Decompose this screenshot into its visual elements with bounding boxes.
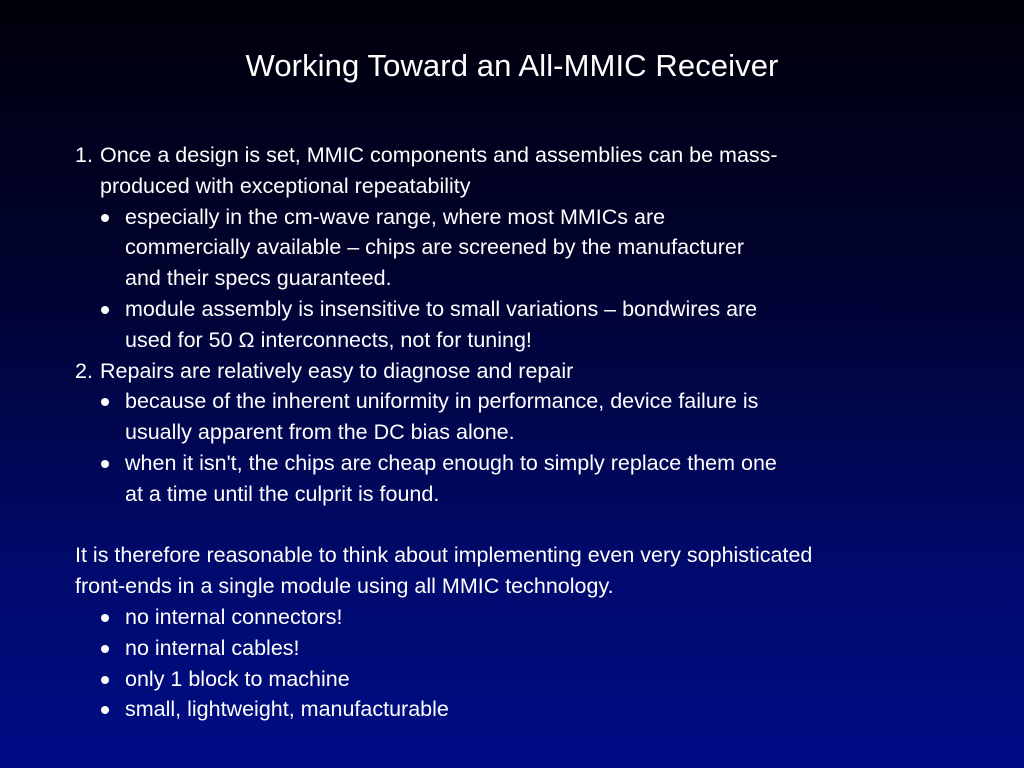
bullet-text-line: no internal connectors! bbox=[125, 604, 343, 629]
bullet-item bbox=[75, 633, 975, 664]
item-text-line: Repairs are relatively easy to diagnose and repair bbox=[100, 358, 574, 383]
item-number: 1. bbox=[75, 143, 93, 167]
bullet-text-line: only 1 block to machine bbox=[125, 666, 350, 691]
bullet-text-line: and their specs guaranteed. bbox=[125, 266, 392, 291]
bullet-icon bbox=[101, 676, 109, 684]
bullet-text-line: commercially available – chips are screened by the manufacturer bbox=[125, 235, 745, 260]
bullet-item bbox=[75, 294, 975, 356]
bullet-icon bbox=[101, 214, 109, 222]
bullet-item bbox=[75, 386, 975, 448]
item-text-line: produced with exceptional repeatability bbox=[100, 173, 471, 198]
bullet-text-line: when it isn't, the chips are cheap enough to simply replace them one bbox=[125, 450, 777, 475]
bullet-text-line: especially in the cm-wave range, where most MMICs are bbox=[125, 204, 666, 229]
bullet-icon bbox=[101, 706, 109, 714]
item-text-line: Once a design is set, MMIC components and assemblies can be mass- bbox=[100, 143, 778, 167]
bullet-text-line: used for 50 Ω interconnects, not for tuning! bbox=[125, 327, 532, 352]
bullet-text-line: because of the inherent uniformity in performance, device failure is bbox=[125, 389, 759, 414]
bullet-icon bbox=[101, 398, 109, 406]
slide-title: Working Toward an All-MMIC Receiver bbox=[245, 48, 779, 83]
bullet-item bbox=[75, 694, 975, 725]
bullet-icon bbox=[101, 645, 109, 653]
bullet-icon bbox=[101, 460, 109, 468]
bullet-text-line: module assembly is insensitive to small variations – bondwires are bbox=[125, 296, 758, 321]
conclusion-text-line: front-ends in a single module using all MMIC technology. bbox=[75, 574, 614, 599]
bullet-item bbox=[75, 602, 975, 633]
conclusion-text-line: It is therefore reasonable to think about implementing even very sophisticated bbox=[75, 543, 813, 568]
bullet-icon bbox=[101, 614, 109, 622]
bullet-icon bbox=[101, 306, 109, 314]
slide-body bbox=[75, 140, 975, 725]
bullet-text-line: at a time until the culprit is found. bbox=[125, 481, 440, 506]
bullet-text-line: small, lightweight, manufacturable bbox=[125, 697, 449, 722]
bullet-item bbox=[75, 448, 975, 510]
conclusion-paragraph bbox=[75, 540, 975, 602]
item-number: 2. bbox=[75, 358, 93, 383]
numbered-item-1 bbox=[75, 140, 975, 202]
bullet-text-line: no internal cables! bbox=[125, 635, 300, 660]
bullet-item bbox=[75, 202, 975, 294]
bullet-text-line: usually apparent from the DC bias alone. bbox=[125, 420, 515, 445]
bullet-item bbox=[75, 664, 975, 695]
numbered-item-2 bbox=[75, 356, 975, 387]
